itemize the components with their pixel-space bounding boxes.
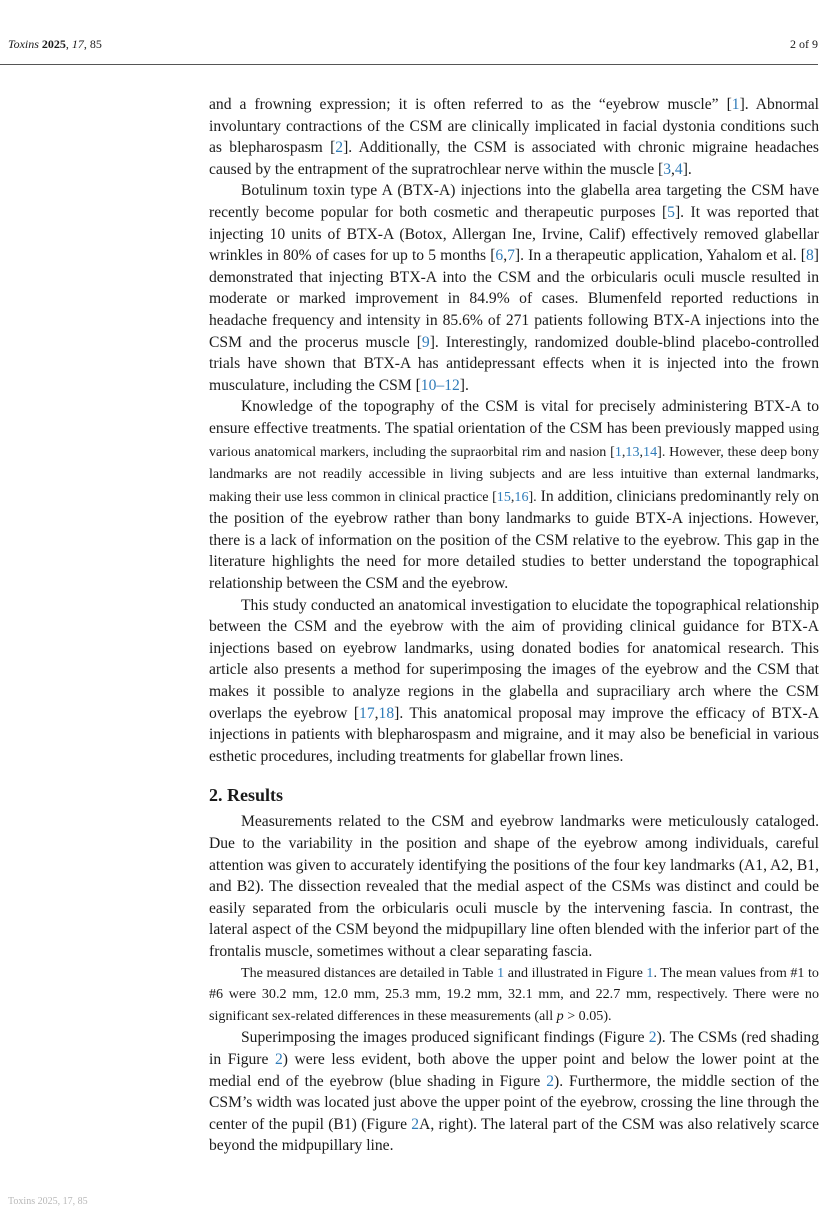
- journal-name: Toxins: [8, 37, 39, 51]
- citation-link[interactable]: 5: [667, 203, 675, 221]
- text-run: ]. In a therapeutic application, Yahalom et al. [: [514, 247, 806, 265]
- citation-link[interactable]: 8: [806, 247, 814, 265]
- body-paragraph: [209, 1027, 819, 1157]
- text-run: Superimposing the images produced significant findings (Figure: [241, 1029, 649, 1047]
- journal-volume: 17: [71, 37, 84, 51]
- journal-year: 2025: [41, 37, 66, 51]
- text-run: Measurements related to the CSM and eyebrow landmarks were meticulously cataloged. Due to the variability in the position and shape of the eyebrow among individuals, careful attention was given to accurately identifying the positions of the four key landmarks (A1, A2, B1, and B2). The dissection revealed that the medial aspect of the CSMs was distinct and could be easily separated from the orbicularis oculi muscle by the intervening fascia. In contrast, the lateral aspect of the CSM beyond the midpupillary line often blended with the inferior part of the frontalis muscle, sometimes without a clear separating fascia.: [209, 813, 819, 960]
- citation-link[interactable]: 6: [495, 247, 504, 265]
- text-run: and illustrated in Figure: [504, 964, 647, 981]
- citation-link[interactable]: 1: [497, 964, 505, 981]
- text-run: ]. Additionally, the CSM is associated with chronic migraine headaches caused by the entrapment of the supratrochlear nerve within the muscle [: [209, 139, 819, 178]
- citation-link[interactable]: 1: [646, 964, 654, 981]
- text-run: ]. It was reported that injecting 10 units of BTX-A (Botox, Allergan Ine, Irvine, Calif) effectively removed glabellar wrinkles in 80% of cases for up to 5 months [: [209, 203, 819, 265]
- citation-link[interactable]: 2: [335, 139, 344, 157]
- text-run: ). The CSMs (red shading in Figure: [209, 1029, 819, 1068]
- text-run: ,: [510, 488, 515, 505]
- citation-link[interactable]: 2: [546, 1072, 555, 1090]
- body-paragraph: [209, 595, 819, 768]
- text-run: ,: [374, 704, 379, 722]
- body-paragraph: [209, 963, 819, 1028]
- citation-link[interactable]: 1: [614, 443, 622, 460]
- text-run: ,: [639, 443, 644, 460]
- citation-link[interactable]: 1: [731, 96, 740, 113]
- text-run: The measured distances are detailed in Table: [241, 964, 498, 981]
- text-run: Botulinum toxin type A (BTX-A) injections into the glabella area targeting the CSM have recently become popular for both cosmetic and therapeutic purposes [: [209, 182, 819, 221]
- body-paragraph: [209, 180, 819, 396]
- body-paragraph: [209, 396, 819, 594]
- text-run: > 0.05).: [563, 1007, 612, 1024]
- citation-link[interactable]: 4: [674, 160, 683, 178]
- text-run: using various anatomical markers, including the supraorbital rim and nasion [: [209, 420, 819, 460]
- text-run: ].: [528, 488, 537, 505]
- citation-link[interactable]: 17: [359, 704, 375, 722]
- citation-link[interactable]: 15: [496, 488, 511, 505]
- text-run: This study conducted an anatomical investigation to elucidate the topographical relationship between the CSM and the eyebrow with the aim of providing clinical guidance for BTX-A injections based on eyebrow landmarks, using donated bodies for anatomical research. This article also presents a method for superimposing the images of the eyebrow and the CSM that makes it possible to analyze regions in the glabella and supraciliary arch where the CSM overlaps the eyebrow [: [209, 596, 819, 722]
- citation-link[interactable]: 9: [421, 333, 430, 351]
- citation-link[interactable]: 2: [648, 1029, 657, 1047]
- text-run: ].: [682, 160, 692, 178]
- article-body: [209, 94, 819, 1157]
- text-run: ,: [503, 247, 508, 265]
- text-run: ]. However, these deep bony landmarks are not readily accessible in living subjects and are less intuitive than external landmarks, making their use less common in clinical practice [: [209, 443, 819, 505]
- citation-link[interactable]: 13: [625, 443, 640, 460]
- citation-link[interactable]: 18: [378, 704, 395, 722]
- page-number: 2 of 9: [790, 37, 818, 51]
- header-divider: [0, 64, 818, 65]
- page-header: [8, 37, 818, 52]
- text-run: A, right). The lateral part of the CSM was also relatively scarce beyond the midpupillary line.: [209, 1115, 820, 1155]
- footer-ghost-text: Toxins 2025, 17, 85: [8, 1196, 88, 1207]
- journal-citation: Toxins 2025, 17, 85: [8, 37, 102, 51]
- text-run: ] demonstrated that injecting BTX-A into the CSM and the orbicularis oculi muscle resulted in moderate or marked improvement in 84.9% of cases. Blumenfeld reported reductions in headache frequency and intensity in 85.6% of 271 patients following BTX-A injections into the CSM and the procerus muscle [: [209, 247, 819, 351]
- citation-link[interactable]: 3: [663, 160, 672, 178]
- text-run: ). Furthermore, the middle section of the CSM’s width was located just above the upper point of the eyebrow, crossing the line through the center of the pupil (B1) (Figure: [209, 1072, 819, 1133]
- text-run: ]. Interestingly, randomized double-blind placebo-controlled trials have shown that BTX-A has antidepressant effects when it is injected into the frown musculature, including the CSM [: [209, 333, 819, 394]
- citation-link[interactable]: 2: [274, 1050, 283, 1068]
- citation-link[interactable]: 7: [507, 247, 515, 265]
- text-run: and a frowning expression; it is often referred to as the “eyebrow muscle” [: [209, 96, 732, 113]
- text-run: In addition, clinicians predominantly rely on the position of the eyebrow rather than bony landmarks to guide BTX-A injections. However, there is a lack of information on the position of the CSM relative to the eyebrow. This gap in the literature highlights the need for more detailed studies to better understand the topographical relationship between the CSM and the eyebrow.: [209, 487, 819, 593]
- italic-symbol: p: [556, 1007, 564, 1024]
- citation-link[interactable]: 14: [643, 443, 658, 460]
- text-run: . The mean values from #1 to #6 were 30.2 mm, 12.0 mm, 25.3 mm, 19.2 mm, 32.1 mm, and 22.7 mm, respectively. There were no significant sex-related differences in these measurements (all: [209, 964, 819, 1024]
- body-paragraph: [209, 811, 819, 962]
- text-run: ,: [621, 443, 626, 460]
- body-paragraph: [209, 94, 819, 180]
- section-heading: 2. Results: [209, 785, 284, 806]
- citation-link[interactable]: 2: [411, 1115, 420, 1133]
- article-number: 85: [89, 37, 102, 51]
- text-run: ].: [459, 376, 469, 394]
- text-run: Knowledge of the topography of the CSM is vital for precisely administering BTX-A to ensure effective treatments. The spatial orientation of the CSM has been previously mapped: [209, 398, 819, 437]
- citation-link[interactable]: 10–12: [420, 376, 460, 394]
- text-run: ) were less evident, both above the upper point and below the lower point at the medial end of the eyebrow (blue shading in Figure: [209, 1050, 819, 1090]
- text-run: ]. This anatomical proposal may improve the efficacy of BTX-A injections in patients with blepharospasm and migraine, and it may also be beneficial in various esthetic procedures, including treatments for glabellar frown lines.: [209, 704, 819, 765]
- text-run: ]. Abnormal involuntary contractions of the CSM are clinically implicated in facial dystonia conditions such as blepharospasm [: [209, 96, 819, 157]
- citation-link[interactable]: 16: [514, 488, 529, 505]
- text-run: ,: [671, 160, 675, 178]
